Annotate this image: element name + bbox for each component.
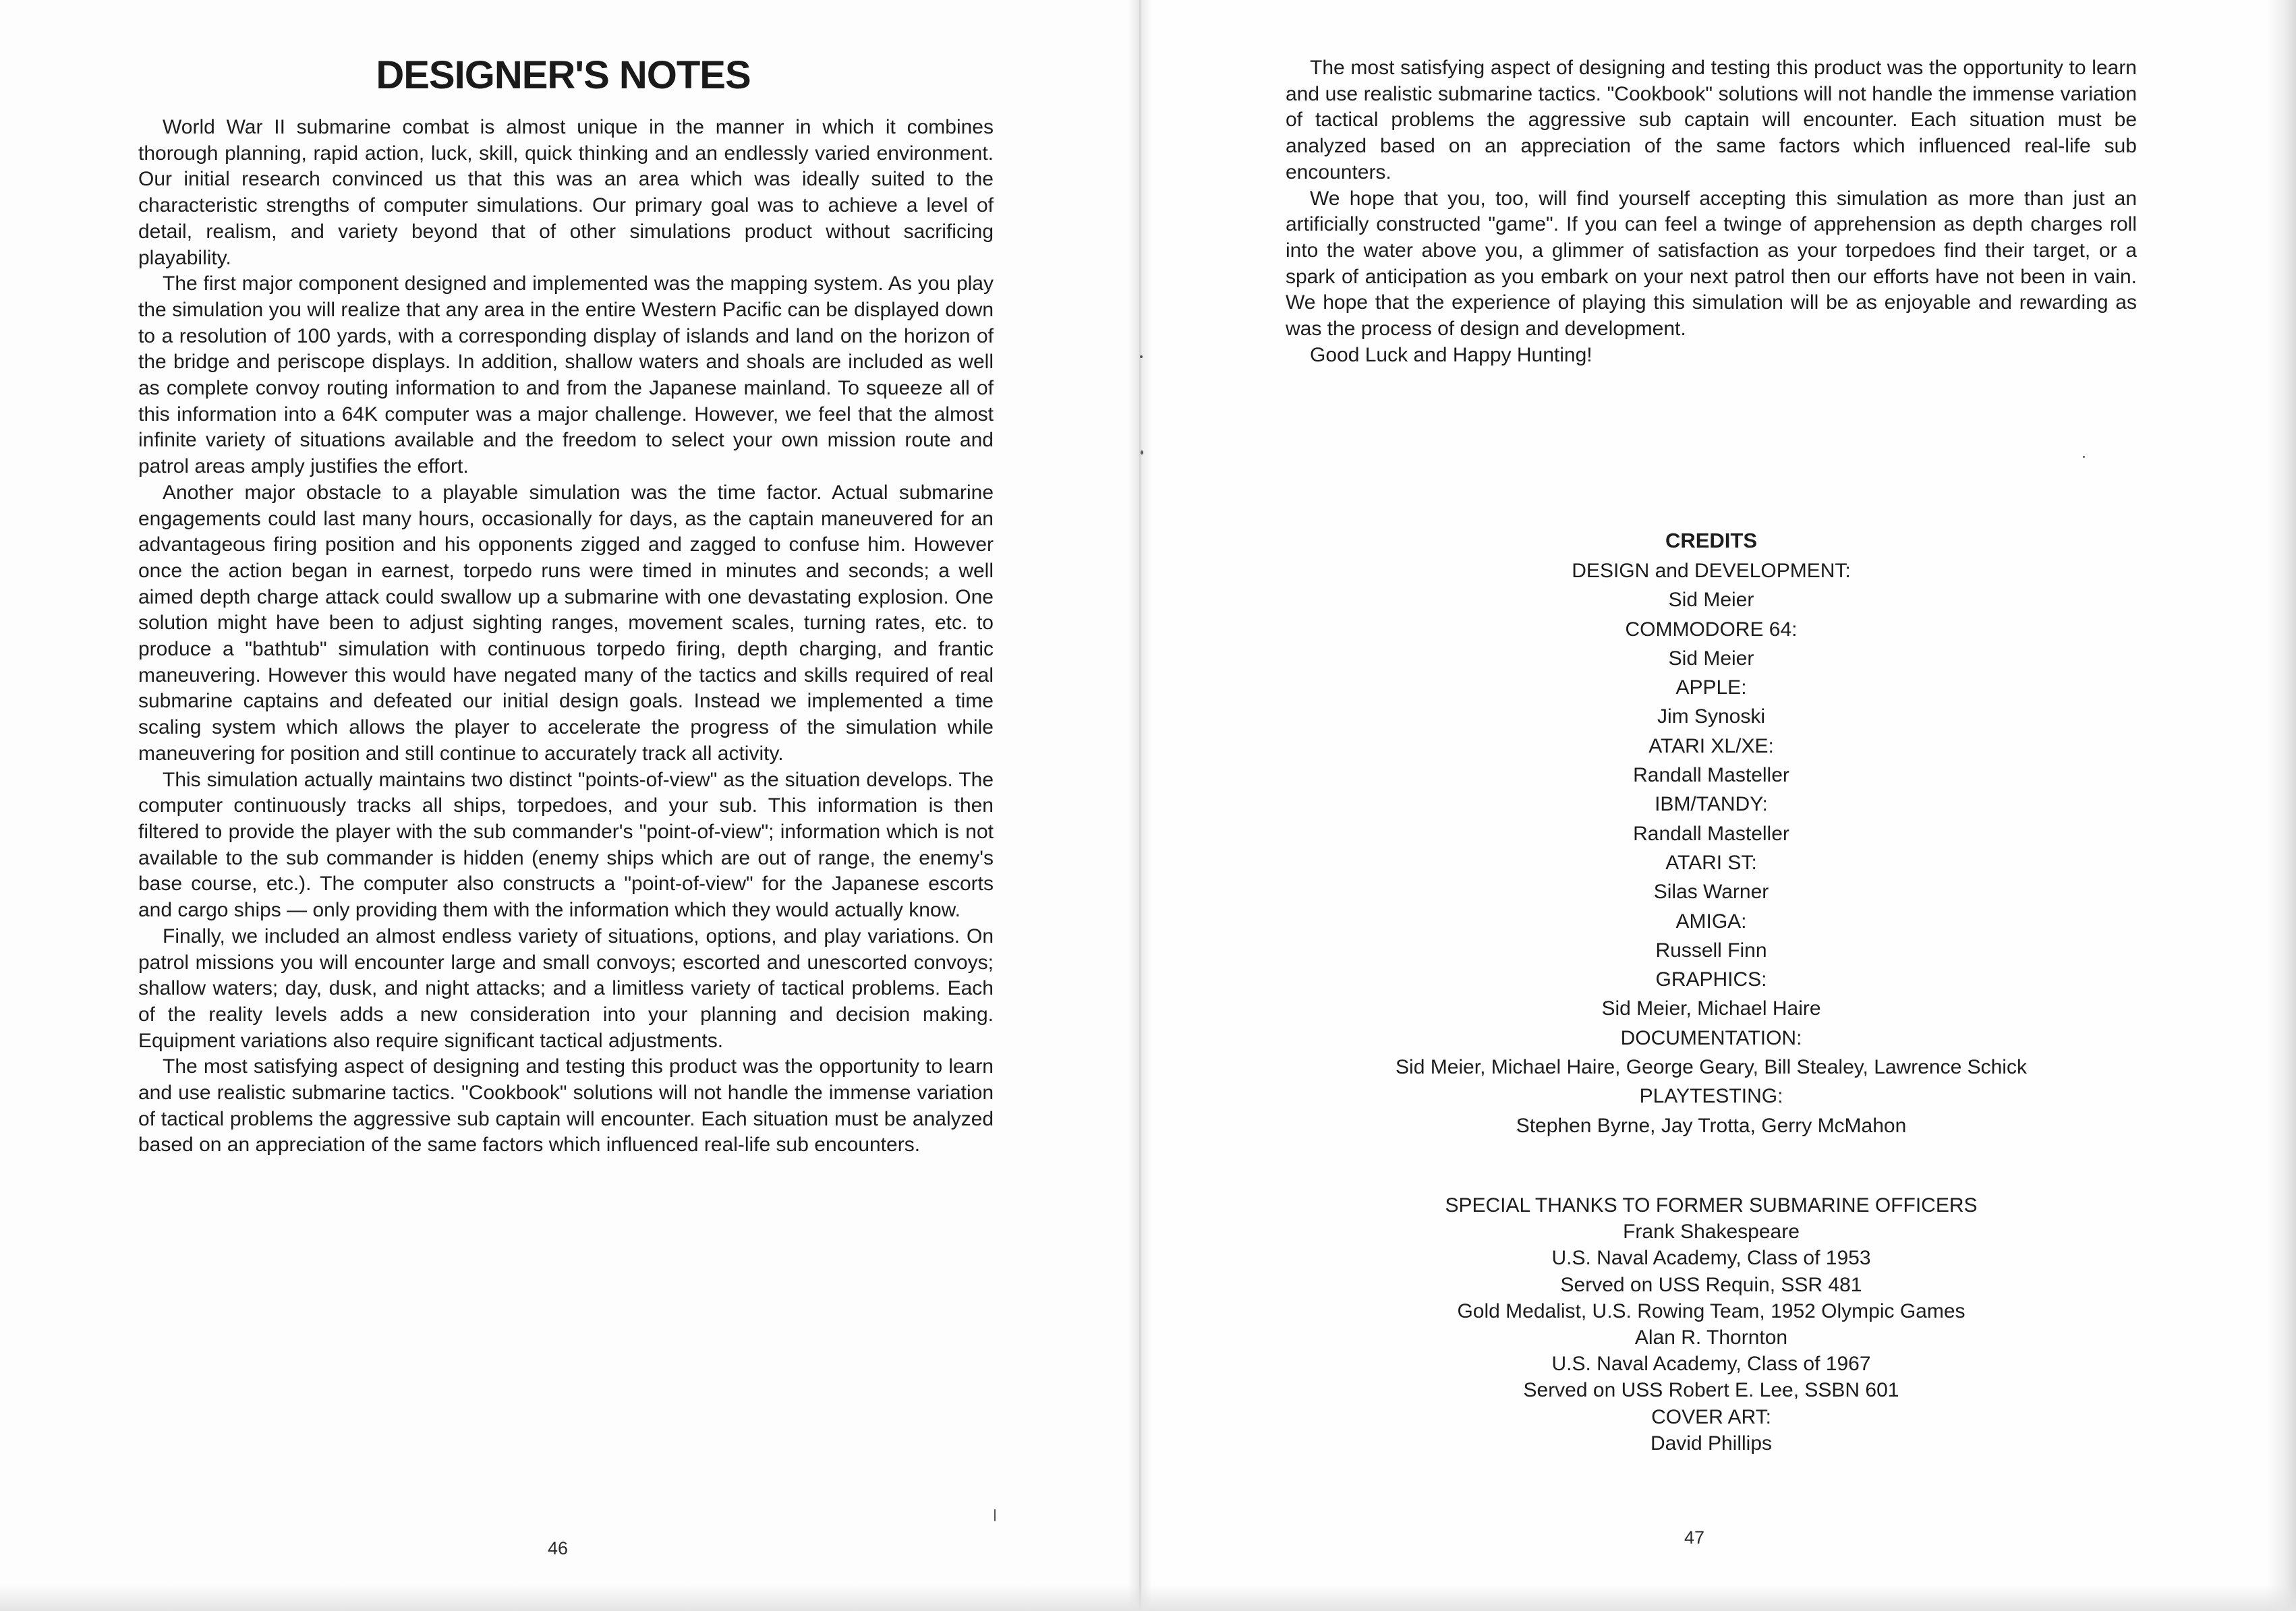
credits-block	[1286, 525, 2137, 1140]
credit-role: DOCUMENTATION:	[1620, 1026, 1802, 1049]
body-paragraph: The first major component designed and implemented was the mapping system. As you play the simulation you will realize that any area in the entire Western Pacific can be displayed down to a resolution of 100 yards, with a corresponding display of islands and land on the horizon of the bridge and periscope displays. In addition, shallow waters and shoals are included as well as complete convoy routing information to and from the Japanese mainland. To squeeze all of this information into a 64K computer was a major challenge. However, we feel that the almost infinite variety of situations available and the freedom to select your own mission route and patrol areas amply justifies the effort.	[138, 272, 994, 478]
credit-names: Russell Finn	[1655, 939, 1767, 962]
thanks-line: Gold Medalist, U.S. Rowing Team, 1952 Olympic Games	[1457, 1299, 1965, 1322]
book-gutter	[1128, 0, 1152, 1611]
body-paragraph: The most satisfying aspect of designing and testing this product was the opportunity to learn and use realistic submarine tactics. "Cookbook" solutions will not handle the immense variation of tactical problems the aggressive sub captain will encounter. Each situation must be analyzed based on an appreciation of the same factors which influenced real-life sub encounters.	[138, 1055, 994, 1156]
page-edge	[2266, 0, 2296, 1611]
body-paragraph: This simulation actually maintains two distinct "points-of-view" as the situation develops. The computer continuously tracks all ships, torpedoes, and your sub. This information is then filtered to provide the player with the sub commander's "point-of-view"; information which is not available to the sub commander is hidden (enemy ships which are out of range, the enemy's base course, etc.). The computer also constructs a "point-of-view" for the Japanese escorts and cargo ships — only providing them with the information which they would actually know.	[138, 768, 994, 922]
credit-names: Randall Masteller	[1633, 764, 1789, 787]
closing-line: Good Luck and Happy Hunting!	[1310, 343, 1592, 366]
designers-notes-body	[138, 115, 994, 1159]
thanks-line: Served on USS Robert E. Lee, SSBN 601	[1523, 1379, 1899, 1402]
scan-speck	[1140, 355, 1143, 358]
scan-speck	[2083, 456, 2085, 458]
thanks-line: Alan R. Thornton	[1634, 1326, 1788, 1349]
credit-role: IBM/TANDY:	[1655, 793, 1768, 816]
page-bottom-shadow	[0, 1585, 2296, 1611]
scan-speck	[994, 1509, 996, 1521]
credit-role: DESIGN and DEVELOPMENT:	[1572, 560, 1851, 582]
credit-names: Sid Meier	[1668, 647, 1754, 670]
page-number: 46	[548, 1538, 569, 1558]
credit-names: Jim Synoski	[1657, 705, 1766, 728]
credit-role: PLAYTESTING:	[1639, 1085, 1783, 1108]
credit-names: Randall Masteller	[1633, 822, 1789, 845]
thanks-line: Served on USS Requin, SSR 481	[1560, 1273, 1862, 1296]
credit-names: David Phillips	[1650, 1432, 1773, 1455]
credit-role: AMIGA:	[1675, 910, 1747, 933]
closing-notes-body	[1286, 55, 2137, 368]
thanks-heading: SPECIAL THANKS TO FORMER SUBMARINE OFFICERS	[1445, 1194, 1978, 1217]
credit-role: ATARI XL/XE:	[1648, 734, 1774, 757]
credit-names: Silas Warner	[1653, 881, 1769, 904]
thanks-line: U.S. Naval Academy, Class of 1953	[1551, 1247, 1871, 1270]
credit-role: COMMODORE 64:	[1625, 618, 1798, 641]
special-thanks-block	[1286, 1192, 2137, 1457]
page-number: 47	[1684, 1527, 1705, 1548]
credits-heading: CREDITS	[1665, 529, 1758, 552]
body-paragraph: We hope that you, too, will find yourself accepting this simulation as more than just an artificially constructed "game". If you can feel a twinge of apprehension as depth charges roll into the water above you, a glimmer of satisfaction as your torpedoes find their target, or a spark of anticipation as you embark on your next patrol then our efforts have not been in vain. We hope that the experience of playing this simulation will be as enjoyable and rewarding as was the process of design and development.	[1286, 187, 2137, 341]
scan-speck	[1141, 450, 1143, 455]
thanks-line: Frank Shakespeare	[1623, 1221, 1800, 1243]
credit-names: Sid Meier, Michael Haire	[1601, 997, 1821, 1020]
credit-role: COVER ART:	[1651, 1405, 1771, 1428]
credit-role: APPLE:	[1675, 676, 1747, 699]
credit-role: ATARI ST:	[1665, 851, 1757, 874]
body-paragraph: The most satisfying aspect of designing and testing this product was the opportunity to learn and use realistic submarine tactics. "Cookbook" solutions will not handle the immense variation of tactical problems the aggressive sub captain will encounter. Each situation must be analyzed based on an appreciation of the same factors which influenced real-life sub encounters.	[1286, 57, 2137, 183]
left-page	[0, 0, 1139, 1611]
thanks-line: U.S. Naval Academy, Class of 1967	[1551, 1353, 1871, 1376]
credit-names: Stephen Byrne, Jay Trotta, Gerry McMahon	[1516, 1114, 1907, 1137]
credit-names: Sid Meier, Michael Haire, George Geary, Bill Stealey, Lawrence Schick	[1396, 1056, 2027, 1079]
credit-names: Sid Meier	[1668, 589, 1754, 612]
page-title: DESIGNER'S NOTES	[376, 53, 751, 97]
body-paragraph: Finally, we included an almost endless variety of situations, options, and play variations. On patrol missions you will encounter large and small convoys; escorted and unescorted convoys; shallow waters; day, dusk, and night attacks; and a limitless variety of tactical problems. Each of the reality levels adds a new consideration into your planning and decision making. Equipment variations also require significant tactical adjustments.	[138, 925, 994, 1052]
credit-role: GRAPHICS:	[1655, 968, 1767, 991]
body-paragraph: Another major obstacle to a playable simulation was the time factor. Actual submarine engagements could last many hours, occasionally for days, as the captain maneuvered for an advantageous firing position and his opponents zigged and zagged to confuse him. However once the action began in earnest, torpedo runs were timed in minutes and seconds; a well aimed depth charge attack could swallow up a submarine with one devastating explosion. One solution might have been to adjust sighting ranges, movement scales, turning rates, etc. to produce a "bathtub" simulation with continuous torpedo firing, depth charging, and frantic maneuvering. However this would have negated many of the tactics and skills required of real submarine captains and defeated our initial design goals. Instead we implemented a time scaling system which allows the player to accelerate the progress of the simulation while maneuvering for position and still continue to accurately track all activity.	[138, 481, 994, 765]
body-paragraph: World War II submarine combat is almost unique in the manner in which it combines thorough planning, rapid action, luck, skill, quick thinking and an endlessly varied environment. Our initial research convinced us that this was an area which was ideally suited to the characteristic strengths of computer simulations. Our primary goal was to achieve a level of detail, realism, and variety beyond that of other simulations product without sacrificing playability.	[138, 116, 994, 269]
